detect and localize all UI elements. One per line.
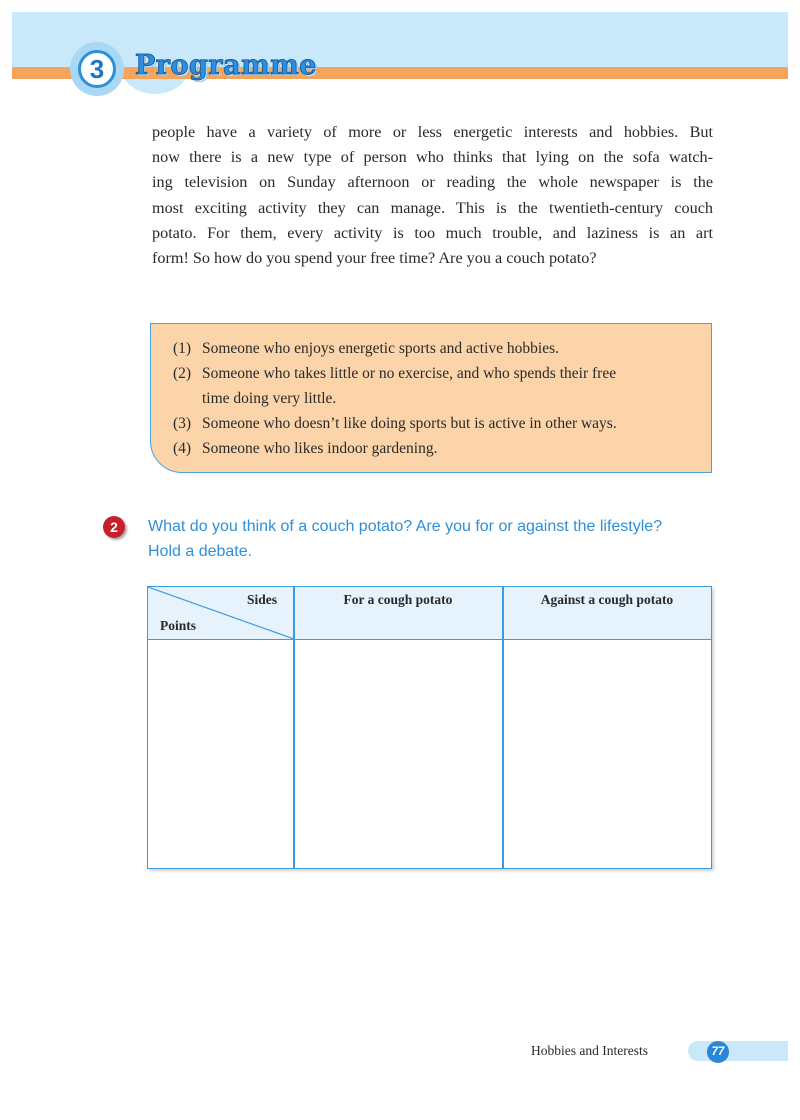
body-line: now there is a new type of person who thinks that lying on the sofa watch- (152, 148, 713, 167)
question-line: Hold a debate. (148, 542, 253, 560)
option-number: (2) (173, 365, 192, 382)
body-line: most exciting activity they can manage. This is the twentieth-century couch (152, 198, 713, 217)
column-divider (502, 587, 504, 868)
debate-table (147, 586, 712, 869)
header-against-column: Against a cough potato (540, 592, 674, 607)
unit-number: 3 (78, 50, 116, 88)
option-item (173, 336, 693, 361)
question-text (148, 515, 708, 564)
body-line: people have a variety of more or less energetic interests and hobbies. But (152, 123, 713, 141)
options-list (173, 336, 693, 461)
header-for-column: For a cough potato (343, 592, 453, 607)
option-text: Someone who likes indoor gardening. (202, 440, 438, 457)
option-number: (1) (173, 340, 192, 357)
option-text: Someone who enjoys energetic sports and active hobbies. (202, 340, 559, 357)
header-stripe (12, 67, 788, 79)
body-line: ing television on Sunday afternoon or reading the whole newspaper is the (152, 173, 713, 192)
option-number: (4) (173, 440, 192, 457)
page-title: Programme (135, 50, 317, 81)
footer-section-title: Hobbies and Interests (531, 1043, 648, 1058)
option-item (173, 361, 693, 411)
body-line: form! So how do you spend your free time? Are you a couch potato? (152, 249, 597, 268)
option-number: (3) (173, 415, 192, 432)
footer-tab (688, 1041, 788, 1061)
column-divider (293, 587, 295, 868)
option-item (173, 436, 693, 461)
question-line: What do you think of a couch potato? Are you for or against the lifestyle? (148, 518, 663, 535)
option-text: Someone who takes little or no exercise, and who spends their free time doing very little. (202, 365, 617, 407)
page-number: 77 (707, 1041, 729, 1063)
body-paragraph (152, 120, 713, 271)
body-line: potato. For them, every activity is too much trouble, and laziness is an art (152, 223, 713, 242)
header-points-label: Points (160, 618, 197, 633)
header-sides-label: Sides (247, 592, 278, 607)
option-item (173, 411, 693, 436)
option-text: Someone who doesn’t like doing sports but is active in other ways. (202, 415, 617, 432)
question-number-badge: 2 (103, 516, 125, 538)
